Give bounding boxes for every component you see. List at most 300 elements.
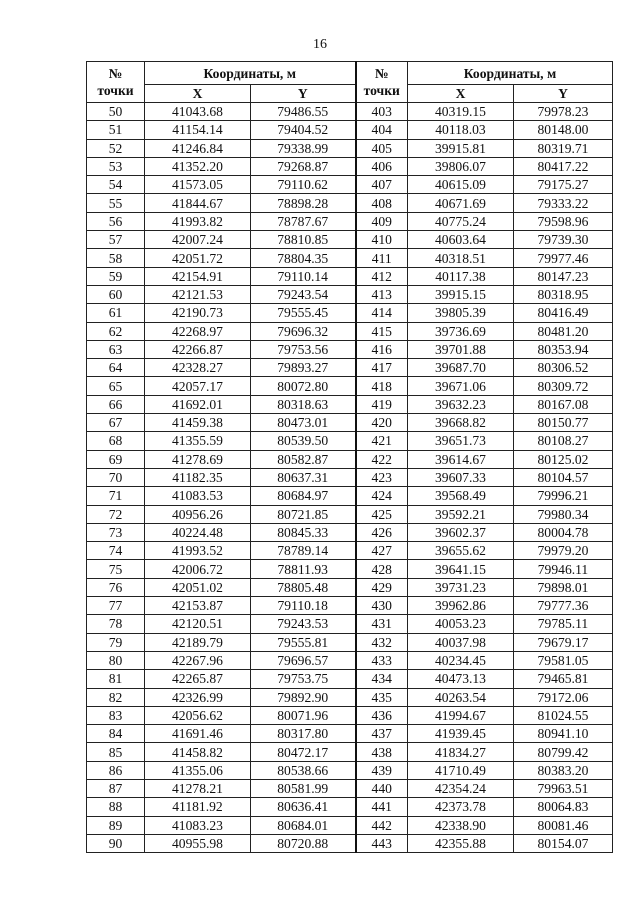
- point-number-cell: 55: [87, 194, 145, 212]
- y-value-cell: 80539.50: [251, 432, 356, 450]
- table-row: [87, 523, 613, 541]
- point-number-cell: 84: [87, 725, 145, 743]
- x-value-cell: 39602.37: [408, 523, 514, 541]
- y-value-cell: 79963.51: [514, 779, 613, 797]
- point-number-header: [87, 62, 145, 103]
- table-row: [87, 542, 613, 560]
- point-number-cell: 66: [87, 395, 145, 413]
- y-value-cell: 78811.93: [251, 560, 356, 578]
- point-number-cell: 407: [356, 176, 408, 194]
- point-number-cell: 82: [87, 688, 145, 706]
- y-value-cell: 80147.23: [514, 267, 613, 285]
- y-value-cell: 80582.87: [251, 450, 356, 468]
- table-row: [87, 139, 613, 157]
- point-number-cell: 76: [87, 578, 145, 596]
- point-number-cell: 417: [356, 359, 408, 377]
- y-value-cell: 79486.55: [251, 103, 356, 121]
- x-value-cell: 39805.39: [408, 304, 514, 322]
- x-value-cell: 42121.53: [145, 285, 251, 303]
- x-value-cell: 39651.73: [408, 432, 514, 450]
- y-value-cell: 78898.28: [251, 194, 356, 212]
- point-number-cell: 69: [87, 450, 145, 468]
- y-value-cell: 79777.36: [514, 597, 613, 615]
- point-number-cell: 61: [87, 304, 145, 322]
- point-number-cell: 425: [356, 505, 408, 523]
- point-number-cell: 51: [87, 121, 145, 139]
- y-value-cell: 79465.81: [514, 670, 613, 688]
- y-value-cell: 80004.78: [514, 523, 613, 541]
- table-row: [87, 560, 613, 578]
- x-value-cell: 42328.27: [145, 359, 251, 377]
- x-value-cell: 40118.03: [408, 121, 514, 139]
- x-value-cell: 41459.38: [145, 414, 251, 432]
- y-value-cell: 79946.11: [514, 560, 613, 578]
- y-value-cell: 80637.31: [251, 468, 356, 486]
- x-value-cell: 41994.67: [408, 706, 514, 724]
- x-value-cell: 41692.01: [145, 395, 251, 413]
- y-value-cell: 79980.34: [514, 505, 613, 523]
- x-value-cell: 41043.68: [145, 103, 251, 121]
- table-row: [87, 816, 613, 834]
- point-number-cell: 63: [87, 340, 145, 358]
- x-header: X: [145, 85, 251, 103]
- y-value-cell: 78789.14: [251, 542, 356, 560]
- point-number-cell: 431: [356, 615, 408, 633]
- x-value-cell: 40956.26: [145, 505, 251, 523]
- y-header-2: Y: [514, 85, 613, 103]
- x-value-cell: 39632.23: [408, 395, 514, 413]
- point-number-cell: 426: [356, 523, 408, 541]
- x-value-cell: 39687.70: [408, 359, 514, 377]
- x-value-cell: 42373.78: [408, 798, 514, 816]
- table-row: [87, 359, 613, 377]
- point-number-cell: 60: [87, 285, 145, 303]
- y-value-cell: 79172.06: [514, 688, 613, 706]
- point-number-cell: 411: [356, 249, 408, 267]
- x-value-cell: 42056.62: [145, 706, 251, 724]
- x-value-cell: 39915.81: [408, 139, 514, 157]
- point-number-cell: 403: [356, 103, 408, 121]
- y-value-cell: 79898.01: [514, 578, 613, 596]
- y-value-cell: 80473.01: [251, 414, 356, 432]
- x-value-cell: 39668.82: [408, 414, 514, 432]
- y-value-cell: 79996.21: [514, 487, 613, 505]
- table-row: [87, 706, 613, 724]
- point-number-cell: 85: [87, 743, 145, 761]
- point-number-cell: 421: [356, 432, 408, 450]
- table-row: [87, 304, 613, 322]
- x-value-cell: 42189.79: [145, 633, 251, 651]
- table-row: [87, 615, 613, 633]
- y-value-cell: 79110.62: [251, 176, 356, 194]
- point-number-cell: 432: [356, 633, 408, 651]
- point-number-cell: 90: [87, 834, 145, 852]
- x-value-cell: 42057.17: [145, 377, 251, 395]
- x-value-cell: 42355.88: [408, 834, 514, 852]
- point-number-cell: 78: [87, 615, 145, 633]
- point-number-cell: 434: [356, 670, 408, 688]
- y-value-cell: 80684.97: [251, 487, 356, 505]
- point-number-cell: 412: [356, 267, 408, 285]
- point-number-cell: 435: [356, 688, 408, 706]
- y-value-cell: 80104.57: [514, 468, 613, 486]
- y-value-cell: 80353.94: [514, 340, 613, 358]
- y-value-cell: 79977.46: [514, 249, 613, 267]
- y-value-cell: 78810.85: [251, 231, 356, 249]
- table-row: [87, 157, 613, 175]
- table-row: [87, 285, 613, 303]
- table-row: [87, 340, 613, 358]
- point-number-cell: 436: [356, 706, 408, 724]
- point-number-cell: 408: [356, 194, 408, 212]
- y-value-cell: 79979.20: [514, 542, 613, 560]
- point-number-cell: 68: [87, 432, 145, 450]
- point-number-cell: 406: [356, 157, 408, 175]
- y-value-cell: 80721.85: [251, 505, 356, 523]
- y-value-cell: 80064.83: [514, 798, 613, 816]
- x-value-cell: 42051.72: [145, 249, 251, 267]
- x-value-cell: 39607.33: [408, 468, 514, 486]
- x-value-cell: 42267.96: [145, 651, 251, 669]
- table-row: [87, 249, 613, 267]
- table-row: [87, 834, 613, 852]
- x-value-cell: 41834.27: [408, 743, 514, 761]
- x-value-cell: 42120.51: [145, 615, 251, 633]
- x-value-cell: 40473.13: [408, 670, 514, 688]
- table-row: [87, 468, 613, 486]
- y-value-cell: 80383.20: [514, 761, 613, 779]
- y-value-cell: 80309.72: [514, 377, 613, 395]
- point-number-cell: 72: [87, 505, 145, 523]
- point-number-cell: 423: [356, 468, 408, 486]
- table-row: [87, 450, 613, 468]
- x-value-cell: 40224.48: [145, 523, 251, 541]
- x-value-cell: 41182.35: [145, 468, 251, 486]
- x-value-cell: 40775.24: [408, 212, 514, 230]
- table-row: [87, 176, 613, 194]
- point-number-cell: 419: [356, 395, 408, 413]
- point-number-cell: 87: [87, 779, 145, 797]
- coordinates-header-2: Координаты, м: [408, 62, 613, 85]
- y-value-cell: 79581.05: [514, 651, 613, 669]
- x-value-cell: 39736.69: [408, 322, 514, 340]
- y-value-cell: 80941.10: [514, 725, 613, 743]
- x-value-cell: 41458.82: [145, 743, 251, 761]
- table-row: [87, 487, 613, 505]
- y-value-cell: 79978.23: [514, 103, 613, 121]
- y-value-cell: 80799.42: [514, 743, 613, 761]
- x-value-cell: 40615.09: [408, 176, 514, 194]
- table-row: [87, 194, 613, 212]
- point-number-cell: 427: [356, 542, 408, 560]
- point-number-cell: 54: [87, 176, 145, 194]
- x-value-cell: 42190.73: [145, 304, 251, 322]
- y-value-cell: 80636.41: [251, 798, 356, 816]
- y-value-cell: 81024.55: [514, 706, 613, 724]
- y-value-cell: 80481.20: [514, 322, 613, 340]
- x-value-cell: 41352.20: [145, 157, 251, 175]
- y-value-cell: 80306.52: [514, 359, 613, 377]
- y-value-cell: 80318.95: [514, 285, 613, 303]
- table-row: [87, 377, 613, 395]
- y-value-cell: 78787.67: [251, 212, 356, 230]
- x-value-cell: 40319.15: [408, 103, 514, 121]
- table-row: [87, 743, 613, 761]
- y-value-cell: 79785.11: [514, 615, 613, 633]
- x-value-cell: 41278.21: [145, 779, 251, 797]
- point-number-cell: 77: [87, 597, 145, 615]
- point-number-cell: 57: [87, 231, 145, 249]
- x-value-cell: 41278.69: [145, 450, 251, 468]
- x-value-cell: 41710.49: [408, 761, 514, 779]
- y-value-cell: 79110.18: [251, 597, 356, 615]
- table-row: [87, 725, 613, 743]
- point-number-cell: 80: [87, 651, 145, 669]
- point-number-cell: 420: [356, 414, 408, 432]
- y-value-cell: 80071.96: [251, 706, 356, 724]
- y-value-cell: 80317.80: [251, 725, 356, 743]
- x-value-cell: 42266.87: [145, 340, 251, 358]
- point-number-cell: 416: [356, 340, 408, 358]
- point-number-cell: 418: [356, 377, 408, 395]
- x-value-cell: 40671.69: [408, 194, 514, 212]
- point-number-cell: 433: [356, 651, 408, 669]
- x-value-cell: 40037.98: [408, 633, 514, 651]
- y-value-cell: 79555.45: [251, 304, 356, 322]
- y-value-cell: 78805.48: [251, 578, 356, 596]
- y-value-cell: 79555.81: [251, 633, 356, 651]
- x-value-cell: 39671.06: [408, 377, 514, 395]
- x-value-cell: 42153.87: [145, 597, 251, 615]
- point-number-cell: 404: [356, 121, 408, 139]
- y-value-cell: 78804.35: [251, 249, 356, 267]
- header-row-bottom: [87, 85, 613, 103]
- y-value-cell: 80417.22: [514, 157, 613, 175]
- point-number-cell: 410: [356, 231, 408, 249]
- y-value-cell: 80081.46: [514, 816, 613, 834]
- x-value-cell: 42268.97: [145, 322, 251, 340]
- y-value-cell: 80538.66: [251, 761, 356, 779]
- y-value-cell: 80472.17: [251, 743, 356, 761]
- point-number-cell: 79: [87, 633, 145, 651]
- y-value-cell: 80150.77: [514, 414, 613, 432]
- point-number-symbol: №: [108, 66, 123, 81]
- page-number: 16: [313, 37, 327, 52]
- x-value-cell: 39614.67: [408, 450, 514, 468]
- point-number-cell: 83: [87, 706, 145, 724]
- y-value-cell: 79679.17: [514, 633, 613, 651]
- x-value-cell: 39641.15: [408, 560, 514, 578]
- point-number-cell: 70: [87, 468, 145, 486]
- point-number-cell: 81: [87, 670, 145, 688]
- point-number-cell: 86: [87, 761, 145, 779]
- x-value-cell: 41993.82: [145, 212, 251, 230]
- y-value-cell: 80684.01: [251, 816, 356, 834]
- x-value-cell: 41083.53: [145, 487, 251, 505]
- table-row: [87, 414, 613, 432]
- point-number-cell: 429: [356, 578, 408, 596]
- point-number-cell: 405: [356, 139, 408, 157]
- x-value-cell: 40053.23: [408, 615, 514, 633]
- table-body: [87, 103, 613, 853]
- point-number-cell: 64: [87, 359, 145, 377]
- point-number-cell: 67: [87, 414, 145, 432]
- y-value-cell: 79696.57: [251, 651, 356, 669]
- point-number-cell: 428: [356, 560, 408, 578]
- point-number-cell: 74: [87, 542, 145, 560]
- x-value-cell: 41993.52: [145, 542, 251, 560]
- x-value-cell: 39701.88: [408, 340, 514, 358]
- x-value-cell: 42051.02: [145, 578, 251, 596]
- y-value-cell: 79175.27: [514, 176, 613, 194]
- x-value-cell: 41939.45: [408, 725, 514, 743]
- x-value-cell: 40318.51: [408, 249, 514, 267]
- point-number-cell: 73: [87, 523, 145, 541]
- table-row: [87, 798, 613, 816]
- x-value-cell: 40263.54: [408, 688, 514, 706]
- y-value-cell: 79696.32: [251, 322, 356, 340]
- point-number-cell: 409: [356, 212, 408, 230]
- table-row: [87, 670, 613, 688]
- point-number-cell: 50: [87, 103, 145, 121]
- y-value-cell: 80720.88: [251, 834, 356, 852]
- x-value-cell: 41154.14: [145, 121, 251, 139]
- y-value-cell: 79110.14: [251, 267, 356, 285]
- table-row: [87, 231, 613, 249]
- point-number-cell: 53: [87, 157, 145, 175]
- x-value-cell: 42006.72: [145, 560, 251, 578]
- y-value-cell: 79598.96: [514, 212, 613, 230]
- x-value-cell: 41844.67: [145, 194, 251, 212]
- point-number-cell: 422: [356, 450, 408, 468]
- point-number-cell: 441: [356, 798, 408, 816]
- table-row: [87, 651, 613, 669]
- point-number-cell: 62: [87, 322, 145, 340]
- point-number-header-2: [356, 62, 408, 103]
- table-row: [87, 578, 613, 596]
- x-value-cell: 41691.46: [145, 725, 251, 743]
- x-value-cell: 41083.23: [145, 816, 251, 834]
- y-value-cell: 79243.53: [251, 615, 356, 633]
- x-value-cell: 42265.87: [145, 670, 251, 688]
- x-value-cell: 40234.45: [408, 651, 514, 669]
- point-number-cell: 438: [356, 743, 408, 761]
- y-value-cell: 79753.75: [251, 670, 356, 688]
- table-row: [87, 688, 613, 706]
- y-value-cell: 80581.99: [251, 779, 356, 797]
- table-row: [87, 322, 613, 340]
- point-number-cell: 415: [356, 322, 408, 340]
- y-value-cell: 80125.02: [514, 450, 613, 468]
- x-value-cell: 40117.38: [408, 267, 514, 285]
- point-number-cell: 413: [356, 285, 408, 303]
- y-value-cell: 80148.00: [514, 121, 613, 139]
- y-value-cell: 79739.30: [514, 231, 613, 249]
- table-row: [87, 121, 613, 139]
- y-value-cell: 80072.80: [251, 377, 356, 395]
- point-number-cell: 437: [356, 725, 408, 743]
- point-number-cell: 88: [87, 798, 145, 816]
- point-number-cell: 65: [87, 377, 145, 395]
- y-header: Y: [251, 85, 356, 103]
- table-row: [87, 212, 613, 230]
- table-row: [87, 761, 613, 779]
- y-value-cell: 80154.07: [514, 834, 613, 852]
- coordinates-header: Координаты, м: [145, 62, 356, 85]
- y-value-cell: 79892.90: [251, 688, 356, 706]
- y-value-cell: 80416.49: [514, 304, 613, 322]
- y-value-cell: 80108.27: [514, 432, 613, 450]
- point-number-cell: 75: [87, 560, 145, 578]
- coordinates-table: [86, 61, 613, 853]
- y-value-cell: 80167.08: [514, 395, 613, 413]
- y-value-cell: 79893.27: [251, 359, 356, 377]
- point-number-cell: 430: [356, 597, 408, 615]
- point-number-cell: 424: [356, 487, 408, 505]
- x-value-cell: 39731.23: [408, 578, 514, 596]
- point-number-cell: 414: [356, 304, 408, 322]
- x-value-cell: 39655.62: [408, 542, 514, 560]
- y-value-cell: 80319.71: [514, 139, 613, 157]
- y-value-cell: 79268.87: [251, 157, 356, 175]
- x-value-cell: 41355.06: [145, 761, 251, 779]
- y-value-cell: 80318.63: [251, 395, 356, 413]
- x-value-cell: 42326.99: [145, 688, 251, 706]
- x-value-cell: 39806.07: [408, 157, 514, 175]
- point-number-cell: 440: [356, 779, 408, 797]
- table-row: [87, 103, 613, 121]
- x-value-cell: 40955.98: [145, 834, 251, 852]
- y-value-cell: 80845.33: [251, 523, 356, 541]
- table-row: [87, 779, 613, 797]
- x-value-cell: 42354.24: [408, 779, 514, 797]
- x-value-cell: 42007.24: [145, 231, 251, 249]
- point-number-cell: 89: [87, 816, 145, 834]
- header-row-top: [87, 62, 613, 85]
- x-value-cell: 39568.49: [408, 487, 514, 505]
- point-number-symbol-2: №: [374, 66, 389, 81]
- y-value-cell: 79753.56: [251, 340, 356, 358]
- x-header-2: X: [408, 85, 514, 103]
- point-number-cell: 59: [87, 267, 145, 285]
- point-number-word: точки: [97, 83, 134, 98]
- table-row: [87, 505, 613, 523]
- y-value-cell: 79338.99: [251, 139, 356, 157]
- point-number-cell: 71: [87, 487, 145, 505]
- table-row: [87, 597, 613, 615]
- table-row: [87, 267, 613, 285]
- point-number-cell: 439: [356, 761, 408, 779]
- table-row: [87, 395, 613, 413]
- table-row: [87, 633, 613, 651]
- x-value-cell: 41355.59: [145, 432, 251, 450]
- x-value-cell: 42338.90: [408, 816, 514, 834]
- x-value-cell: 41573.05: [145, 176, 251, 194]
- point-number-cell: 442: [356, 816, 408, 834]
- point-number-word-2: точки: [363, 83, 400, 98]
- x-value-cell: 39962.86: [408, 597, 514, 615]
- table-row: [87, 432, 613, 450]
- x-value-cell: 39915.15: [408, 285, 514, 303]
- point-number-cell: 58: [87, 249, 145, 267]
- x-value-cell: 41181.92: [145, 798, 251, 816]
- x-value-cell: 41246.84: [145, 139, 251, 157]
- x-value-cell: 40603.64: [408, 231, 514, 249]
- x-value-cell: 42154.91: [145, 267, 251, 285]
- x-value-cell: 39592.21: [408, 505, 514, 523]
- point-number-cell: 443: [356, 834, 408, 852]
- y-value-cell: 79333.22: [514, 194, 613, 212]
